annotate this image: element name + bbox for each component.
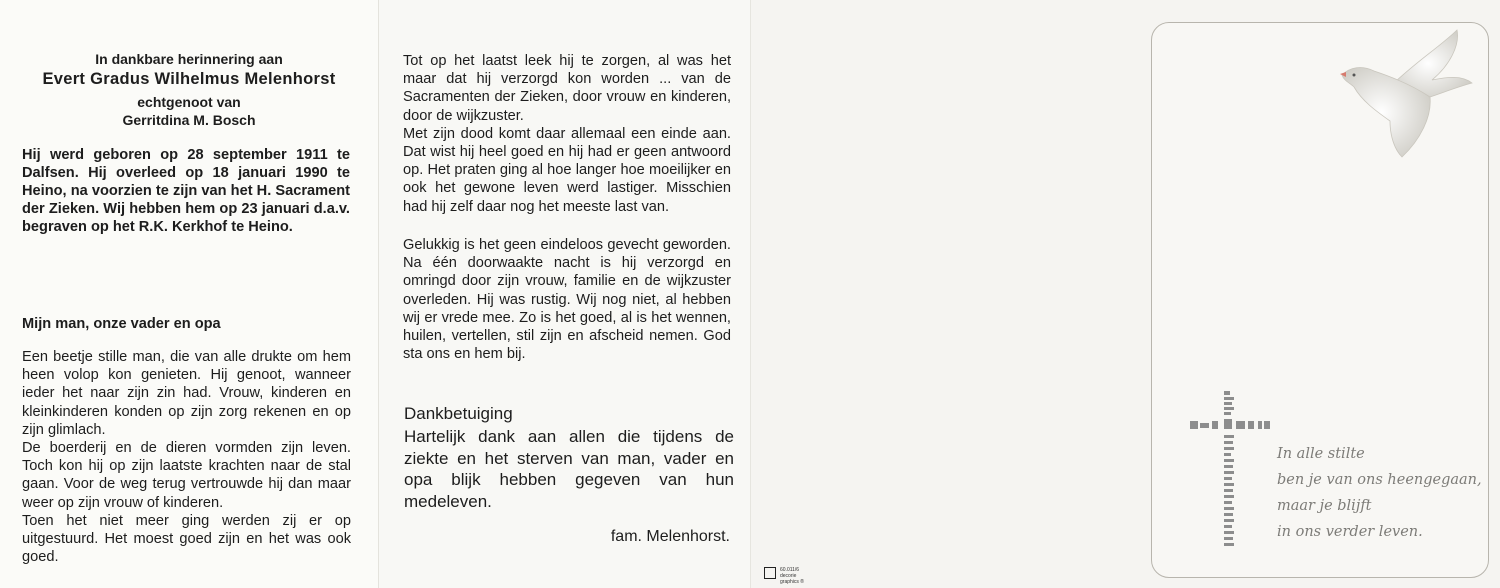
deceased-name: Evert Gradus Wilhelmus Melenhorst: [42, 70, 336, 88]
spouse-name: Gerritdina M. Bosch: [122, 112, 256, 128]
tribute-paragraph: Een beetje stille man, die van alle drukte om hem heen volop kon genieten. Hij genoot, wanneer ieder het naar zijn zin had. Vrouw, kinderen en kleinkinderen konden op zijn zorg rekenen en op zijn glimlach. De boerderij en de dieren vormden zijn leven. Toch kon hij op zijn laatste krachten naar de stal gaan. Voor de weg terug vertrouwde hij dan maar weer op zijn vrouw of kinderen. Toen het niet meer ging werden zij er op uitgestuurd. Het moest goed zijn en het was ook goed.: [22, 349, 351, 566]
intro-heading: In dankbare herinnering aan: [95, 51, 283, 67]
poem-line-2: ben je van ons heengegaan,: [1277, 472, 1482, 488]
publisher-logo-icon: [764, 567, 828, 583]
thanks-text: Hartelijk dank aan allen die tijdens de ziekte en het sterven van man, vader en opa blijk hebben gegeven van hun medeleven.: [404, 427, 734, 511]
card-front-panel: [750, 0, 1500, 588]
tribute-paragraph-continued: Tot op het laatst leek hij te zorgen, al was het maar dat hij verzorgd kon worden ... van de Sacramenten der Zieken, door vrouw en kinderen, door de wijkzuster. Met zijn dood komt daar allemaal een einde aan. Dat wist hij heel goed en hij had er geen antwoord op. Het praten ging al hoe langer hoe moeilijker en ook het gewone leven werd lastiger. Misschien had hij zelf daar nog het meeste last van.: [403, 53, 731, 215]
poem-line-1: In alle stilte: [1277, 446, 1365, 462]
family-signature: fam. Melenhorst.: [610, 528, 730, 545]
left-panel: [0, 0, 378, 588]
cross-icon: [1190, 391, 1272, 551]
poem-line-3: maar je blijft: [1277, 498, 1372, 514]
logo-suffix: graphics ®: [780, 579, 804, 585]
poem-line-4: in ons verder leven.: [1277, 524, 1423, 540]
memorial-card: [1151, 22, 1489, 578]
thanks-title: Dankbetuiging: [404, 404, 513, 423]
logo-brand: decorie: [780, 573, 797, 579]
poem: [1277, 441, 1482, 545]
biography-text: Hij werd geboren op 28 september 1911 te Dalfsen. Hij overleed op 18 januari 1990 te Heino, na voorzien te zijn van het H. Sacrament der Zieken. Wij hebben hem op 23 januari d.a.v. begraven op het R.K. Kerkhof te Heino.: [22, 147, 350, 235]
spouse-label: echtgenoot van: [137, 94, 241, 110]
logo-code: 60.011/6: [780, 567, 800, 573]
section-title: Mijn man, onze vader en opa: [22, 316, 221, 332]
middle-panel: [378, 0, 750, 588]
dove-illustration: [1332, 25, 1482, 175]
closing-paragraph: Gelukkig is het geen eindeloos gevecht geworden. Na één doorwaakte nacht is hij verzorgd en omringd door zijn vrouw, familie en de wijkzuster overleden. Hij was rustig. Wij nog niet, al hebben wij er vrede mee. Zo is het goed, al is het wennen, huilen, vertellen, stil zijn en afscheid nemen. God sta ons en hem bij.: [403, 237, 731, 363]
